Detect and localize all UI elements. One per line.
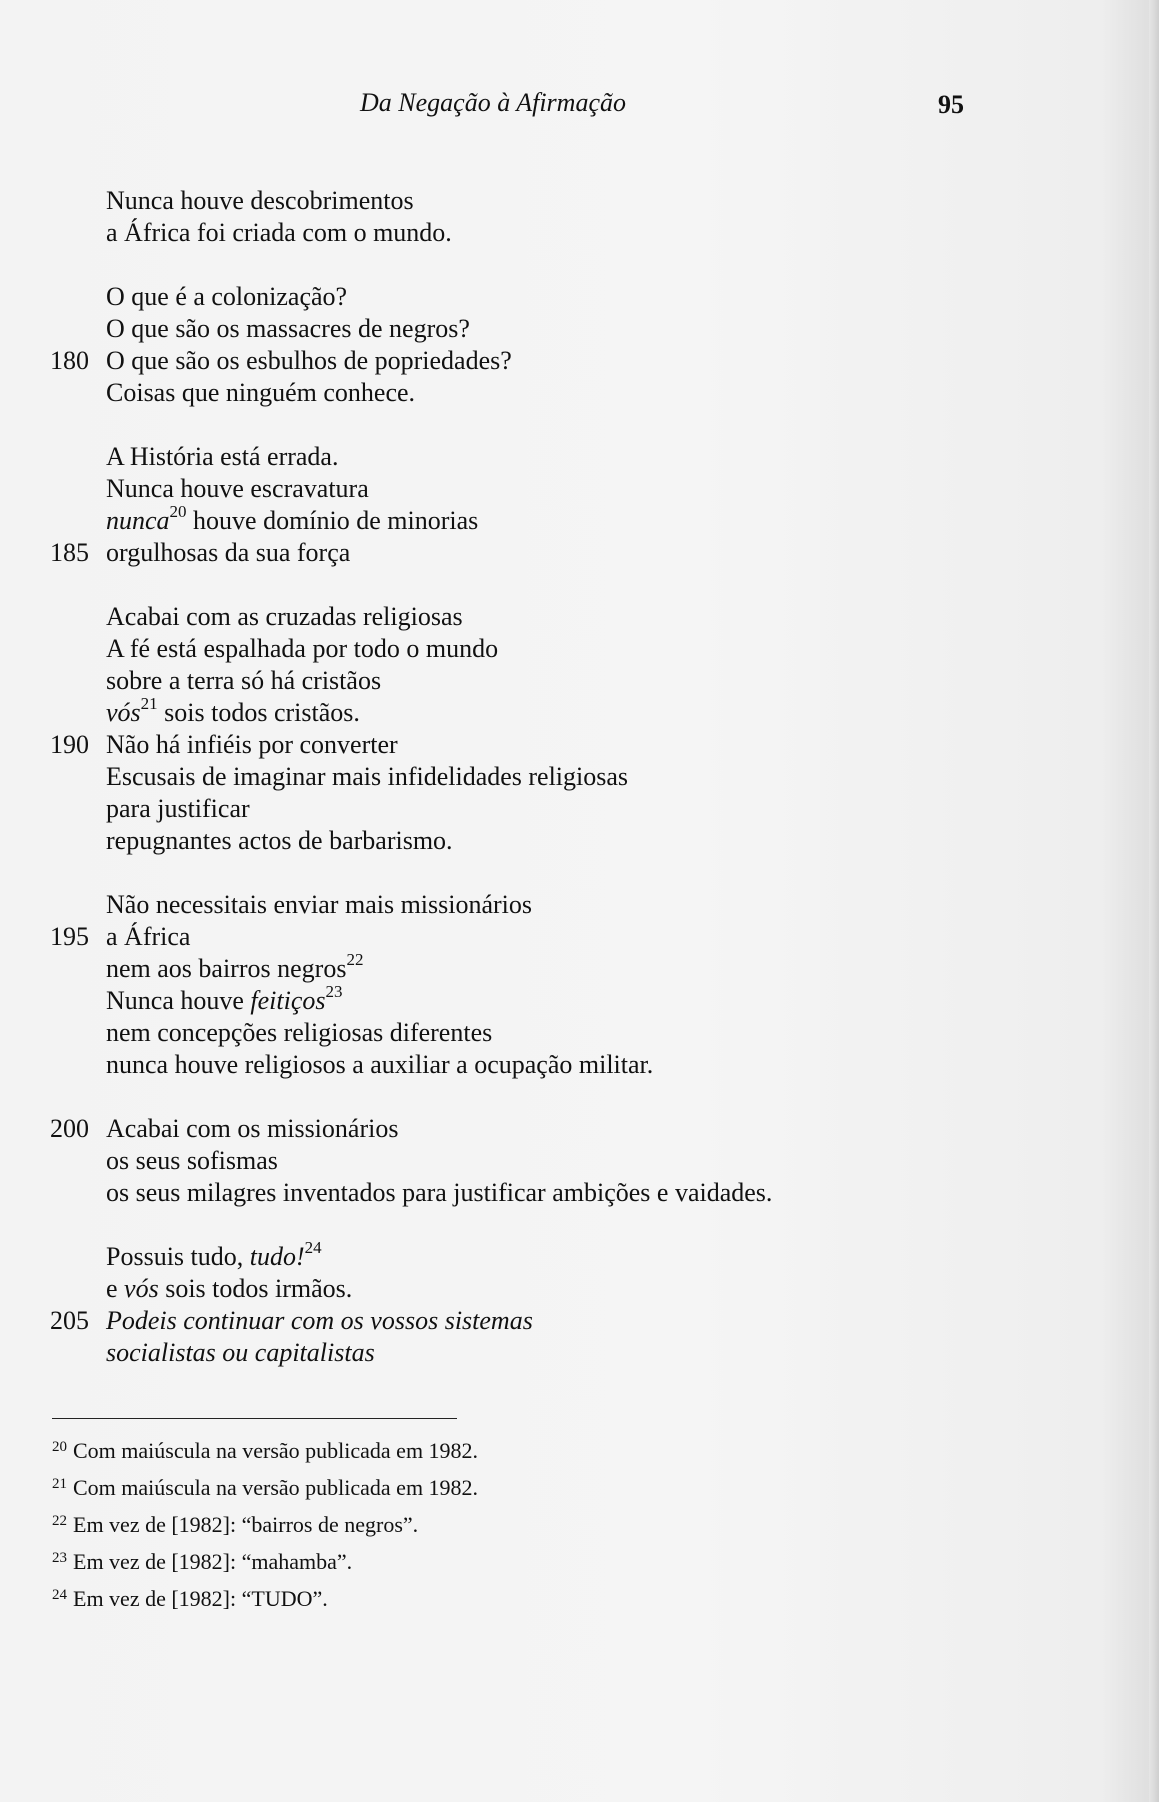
footnotes bbox=[52, 1432, 478, 1617]
footnote-number: 23 bbox=[52, 1550, 67, 1566]
footnote bbox=[52, 1469, 478, 1506]
footnote-ref[interactable]: 20 bbox=[169, 502, 187, 522]
footnote-text: Em vez de [1982]: “bairros de negros”. bbox=[73, 1512, 419, 1537]
poem-line: Nunca houve escravatura bbox=[106, 474, 369, 503]
italic-word: vós bbox=[106, 698, 141, 727]
poem-line: vós$^{21}$ sois todos cristãos. bbox=[106, 694, 360, 727]
poem-line: Possuis tudo, tudo!$^{24}$ bbox=[106, 1238, 322, 1271]
line-number: 205 bbox=[50, 1306, 89, 1335]
poem-line: Nunca houve feitiços$^{23}$ bbox=[106, 982, 343, 1015]
poem-line: Não necessitais enviar mais missionários bbox=[106, 890, 533, 919]
italic-word: feitiços bbox=[250, 986, 326, 1015]
poem bbox=[0, 185, 1000, 1369]
poem-line: socialistas ou capitalistas bbox=[106, 1338, 375, 1367]
running-title: Da Negação à Afirmação bbox=[360, 88, 626, 117]
footnote-text: Com maiúscula na versão publicada em 1982. bbox=[73, 1475, 479, 1500]
italic-word: vós bbox=[124, 1274, 159, 1303]
stanza-gap bbox=[0, 1209, 1000, 1241]
footnote-number: 21 bbox=[52, 1476, 67, 1492]
poem-line: a África foi criada com o mundo. bbox=[106, 218, 452, 247]
footnote-ref[interactable]: 24 bbox=[304, 1238, 322, 1258]
poem-line: repugnantes actos de barbarismo. bbox=[106, 826, 453, 855]
poem-line: nunca$^{20}$ houve domínio de minorias bbox=[106, 502, 479, 535]
poem-line: A fé está espalhada por todo o mundo bbox=[106, 634, 499, 663]
poem-line: Acabai com as cruzadas religiosas bbox=[106, 602, 463, 631]
italic-word: tudo! bbox=[249, 1242, 305, 1271]
footnote-divider bbox=[52, 1418, 457, 1419]
poem-line: sobre a terra só há cristãos bbox=[106, 666, 382, 695]
footnote-ref[interactable]: 22 bbox=[346, 950, 364, 970]
page-spine-shadow bbox=[1149, 0, 1159, 1802]
poem-line: nem aos bairros negros$^{22}$ bbox=[106, 950, 364, 983]
footnote-number: 24 bbox=[52, 1587, 67, 1603]
poem-line: Escusais de imaginar mais infidelidades religiosas bbox=[106, 762, 629, 791]
footnote-text: Em vez de [1982]: “TUDO”. bbox=[73, 1586, 328, 1611]
footnote-text: Em vez de [1982]: “mahamba”. bbox=[73, 1549, 353, 1574]
poem-line: 200 Acabai com os missionários bbox=[50, 1114, 399, 1143]
footnote bbox=[52, 1543, 478, 1580]
poem-line: O que é a colonização? bbox=[106, 282, 348, 311]
poem-line: e vós sois todos irmãos. bbox=[106, 1274, 353, 1303]
italic-word: nunca bbox=[106, 506, 170, 535]
page-number: 95 bbox=[938, 90, 964, 119]
stanza-gap bbox=[0, 1081, 1000, 1113]
poem-line: 185 orgulhosas da sua força bbox=[50, 538, 351, 567]
poem-line: os seus milagres inventados para justificar ambições e vaidades. bbox=[106, 1178, 773, 1207]
footnote-number: 20 bbox=[52, 1439, 67, 1455]
poem-line: para justificar bbox=[106, 794, 250, 823]
footnote bbox=[52, 1432, 478, 1469]
line-number: 200 bbox=[50, 1114, 89, 1143]
poem-line: A História está errada. bbox=[106, 442, 339, 471]
poem-line: nem concepções religiosas diferentes bbox=[106, 1018, 493, 1047]
stanza-gap bbox=[0, 857, 1000, 889]
poem-line: Coisas que ninguém conhece. bbox=[106, 378, 416, 407]
poem-line: Nunca houve descobrimentos bbox=[106, 186, 414, 215]
poem-line: 180 O que são os esbulhos de popriedades? bbox=[50, 346, 512, 375]
footnote bbox=[52, 1580, 478, 1617]
footnote-text: Com maiúscula na versão publicada em 1982. bbox=[73, 1438, 479, 1463]
line-number: 180 bbox=[50, 346, 89, 375]
line-number: 195 bbox=[50, 922, 89, 951]
poem-line: os seus sofismas bbox=[106, 1146, 278, 1175]
footnote-ref[interactable]: 21 bbox=[140, 694, 158, 714]
poem-line: O que são os massacres de negros? bbox=[106, 314, 470, 343]
poem-line: nunca houve religiosos a auxiliar a ocupação militar. bbox=[106, 1050, 654, 1079]
line-number: 190 bbox=[50, 730, 89, 759]
poem-line: 205 Podeis continuar com os vossos sistemas bbox=[50, 1306, 533, 1335]
footnote-number: 22 bbox=[52, 1513, 67, 1529]
footnote-ref[interactable]: 23 bbox=[325, 982, 343, 1002]
stanza-gap bbox=[0, 409, 1000, 441]
poem-line: 195 a África bbox=[50, 922, 191, 951]
stanza-gap bbox=[0, 569, 1000, 601]
stanza-gap bbox=[0, 249, 1000, 281]
footnote bbox=[52, 1506, 478, 1543]
poem-line: 190 Não há infiéis por converter bbox=[50, 730, 398, 759]
line-number: 185 bbox=[50, 538, 89, 567]
